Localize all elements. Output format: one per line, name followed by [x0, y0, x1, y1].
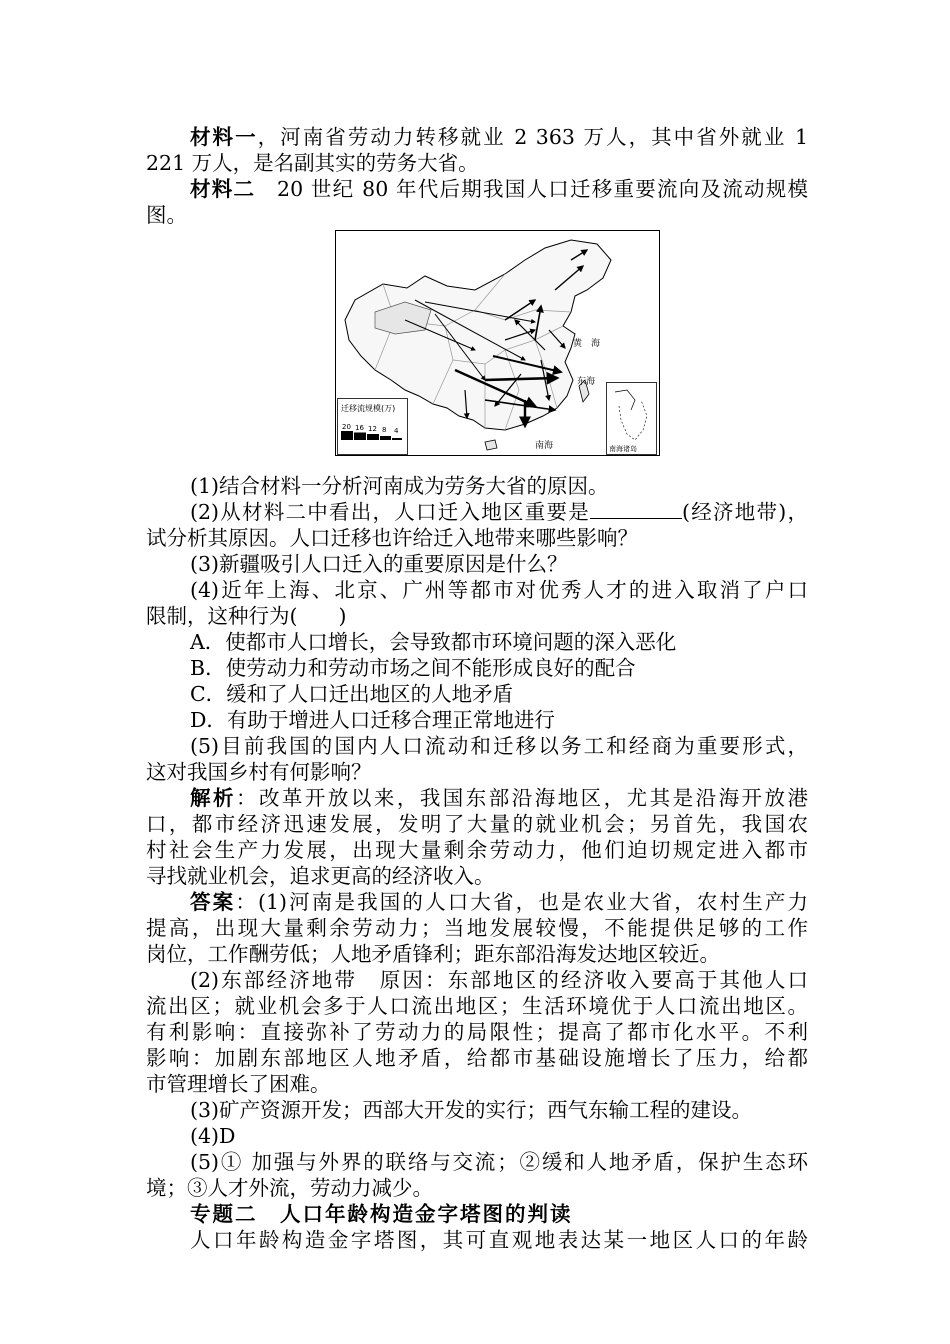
legend-title: 迁移流规模(万): [341, 404, 396, 413]
answer-2-line1: (2)东部经济地带 原因：东部地区的经济收入要高于其他人口: [190, 968, 808, 992]
option-c: C．缓和了人口迁出地区的人地矛盾: [190, 682, 514, 706]
answer-4: (4)D: [190, 1124, 236, 1148]
answer-2-line4: 影响：加剧东部地区人地矛盾，给都市基础设施增长了压力，给都: [146, 1046, 808, 1070]
label-south-sea: 南海: [535, 441, 554, 451]
answer-5-line1: (5)① 加强与外界的联络与交流；②缓和人地矛盾，保护生态环: [190, 1150, 808, 1174]
legend-value-20: 20: [342, 423, 351, 431]
answer-2-line3: 有利影响：直接弥补了劳动力的局限性；提高了都市化水平。不利: [146, 1020, 808, 1044]
question-1: (1)结合材料一分析河南成为劳务大省的原因。: [190, 474, 609, 498]
material2-line1: [190, 176, 808, 202]
label-east-sea: 东海: [577, 377, 596, 387]
question-2-line1: (2)从材料二中看出，人口迁入地区重要是 (经济地带)，: [190, 500, 808, 524]
inset-label: 南海诸岛: [609, 445, 637, 453]
answer-2-line5: 市管理增长了困难。: [146, 1072, 331, 1096]
option-b: B．使劳动力和劳动市场之间不能形成良好的配合: [190, 656, 636, 680]
answer-1-line1: 答案：(1)河南是我国的人口大省，也是农业大省，农村生产力: [190, 890, 808, 914]
legend-value-8: 8: [382, 426, 387, 434]
topic2-text: 人口年龄构造金字塔图，其可直观地表达某一地区人口的年龄: [190, 1228, 808, 1252]
question-2-line2: 试分析其原因。人口迁移也许给迁入地带来哪些影响？: [146, 526, 638, 550]
hainan-island: [485, 440, 497, 450]
legend-value-16: 16: [355, 424, 364, 432]
answer-blank[interactable]: [590, 500, 682, 519]
option-a: A．使都市人口增长，会导致都市环境问题的深入恶化: [190, 630, 677, 654]
legend-value-12: 12: [368, 425, 377, 433]
inset-south-china-sea-islands: [607, 383, 657, 455]
question-4-line2: 限制，这种行为( ): [146, 604, 347, 628]
answer-label: 答案: [190, 890, 236, 914]
map-legend: [338, 399, 408, 455]
answer-5-line2: 境；③人才外流，劳动力减少。: [146, 1176, 433, 1200]
analysis-line3: 村社会生产力发展，出现大量剩余劳动力，他们迫切规定进入都市: [146, 838, 808, 862]
material2-label: 材料二: [190, 177, 256, 201]
material2-text1: 20 世纪 80 年代后期我国人口迁移重要流向及流动规模: [277, 177, 809, 201]
material2-line2: 图。: [146, 203, 187, 227]
material1-label: 材料一: [190, 125, 258, 149]
question-3: (3)新疆吸引人口迁入的重要原因是什么？: [190, 552, 568, 576]
material1-line2: 221 万人，是名副其实的劳务大省。: [146, 151, 479, 175]
answer-1-line2: 提高，出现大量剩余劳动力；当地发展较慢，不能提供足够的工作: [146, 916, 808, 940]
option-d: D．有助于增进人口迁移合理正常地进行: [190, 708, 555, 732]
question-5-line2: 这对我国乡村有何影响？: [146, 760, 372, 784]
analysis-line1: 解析：改革开放以来，我国东部沿海地区，尤其是沿海开放港: [190, 786, 809, 810]
population-migration-map: [335, 230, 660, 456]
analysis-line4: 寻找就业机会，追求更高的经济收入。: [146, 864, 495, 888]
answer-1-line3: 岗位，工作酬劳低；人地矛盾锋利；距东部沿海发达地区较近。: [146, 942, 720, 966]
analysis-line2: 口，都市经济迅速发展，发明了大量的就业机会；另首先，我国农: [146, 812, 808, 836]
answer-2-line2: 流出区；就业机会多于人口流出地区；生活环境优于人口流出地区。: [146, 994, 808, 1018]
material1-line1: [190, 124, 808, 150]
question-5-line1: (5)目前我国的国内人口流动和迁移以务工和经商为重要形式，: [190, 734, 808, 758]
analysis-label: 解析: [190, 786, 236, 810]
legend-value-4: 4: [394, 427, 399, 435]
question-4-line1: (4)近年上海、北京、广州等都市对优秀人才的进入取消了户口: [190, 578, 808, 602]
material1-text1: ，河南省劳动力转移就业 2 363 万人，其中省外就业 1: [257, 125, 809, 149]
answer-3: (3)矿产资源开发；西部大开发的实行；西气东输工程的建设。: [190, 1098, 753, 1122]
topic2-heading: 专题二 人口年龄构造金字塔图的判读: [190, 1202, 573, 1226]
label-yellow-sea: 黄 海: [573, 339, 601, 349]
